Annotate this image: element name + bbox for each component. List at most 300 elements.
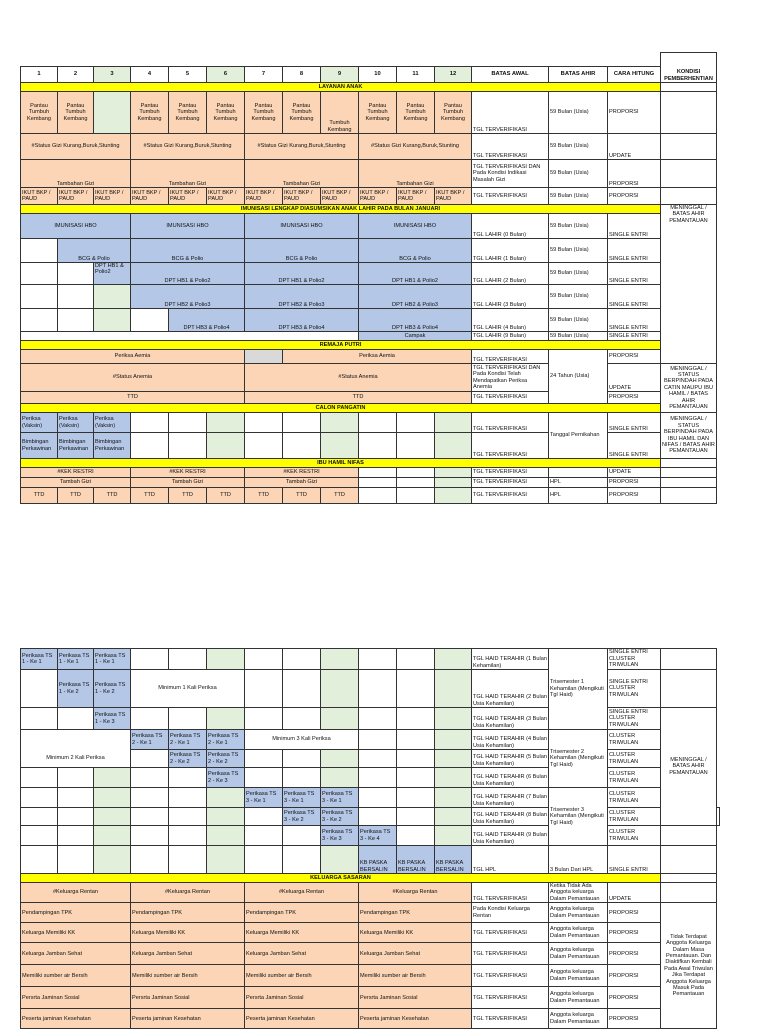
keluarga-rentan-cell: #Keluarga Rentan	[245, 883, 359, 903]
ikut-paud-cell: IKUT BKP / PAUD	[397, 188, 435, 205]
batas-awal-cell: TGL TERVERIFIKASI	[472, 883, 549, 903]
batas-ahir-cell: 59 Bulan (Usia)	[549, 134, 608, 160]
empty-cell	[58, 309, 94, 332]
periksa-anemia-cell: Periksa Aemia	[21, 350, 245, 364]
empty-cell	[435, 708, 472, 730]
ikut-paud-cell: IKUT BKP / PAUD	[169, 188, 207, 205]
empty-cell	[321, 708, 359, 730]
empty-cell	[21, 239, 58, 263]
empty-cell	[359, 413, 397, 433]
empty-cell	[207, 413, 245, 433]
ts2-ke3-cell: Perikasa TS 2 - Ke 3	[207, 768, 245, 788]
empty-cell	[21, 263, 58, 285]
empty-cell	[245, 708, 283, 730]
pendampingan-tpk-cell: Pendampingan TPK	[21, 903, 131, 923]
empty-cell	[94, 808, 131, 826]
ttd-cell: TTD	[245, 488, 283, 504]
pantau-cell: Pantau Tumbuh Kembang	[207, 92, 245, 134]
tambah-gizi-cell: Tambah Gizi	[245, 478, 359, 488]
batas-awal-cell: TGL TERVERIFIKASI	[472, 987, 549, 1009]
kondisi-cell	[661, 83, 717, 92]
batas-ahir-cell: Trisemester 1 Kehamilan (Mengikuti Tgl Haid)	[549, 649, 608, 730]
kb-paska-cell: KB PASKA BERSALIN	[397, 846, 435, 874]
bimbingan-cell: Bimbingan Perkawinan	[94, 433, 131, 459]
empty-cell	[21, 768, 58, 788]
pantau-cell: Pantau Tumbuh Kembang	[397, 92, 435, 134]
empty-cell	[283, 846, 321, 874]
batas-awal-cell: TGL TERVERIFIKASI DAN Pada Kondisi Telah Mendapatkan Periksa Anemia	[472, 364, 549, 392]
empty-cell	[321, 768, 359, 788]
jamban-sehat-cell: Keluarga Jamban Sehat	[21, 943, 131, 965]
bcg-polio-cell: BCG & Polio	[245, 239, 359, 263]
header-batas-ahir: BATAS AHIR	[549, 67, 608, 83]
batas-awal-cell: TGL HAID TERAHIR (8 Bulan Usia Kehamilan)	[472, 808, 549, 826]
empty-cell	[397, 750, 435, 768]
empty-cell	[207, 788, 245, 808]
batas-awal-cell: TGL HAID TERAHIR (1 Bulan Kehamilan)	[472, 649, 549, 670]
empty-cell	[131, 846, 169, 874]
empty-cell	[321, 433, 359, 459]
empty-cell	[359, 750, 397, 768]
empty-cell	[245, 808, 283, 826]
pantau-cell: Pantau Tumbuh Kembang	[131, 92, 169, 134]
ikut-paud-cell: IKUT BKP / PAUD	[245, 188, 283, 205]
empty-cell	[131, 309, 169, 332]
empty-cell	[283, 826, 321, 846]
jaminan-kesehatan-cell: Peserta jaminan Kesehatan	[359, 1009, 472, 1029]
kondisi-cell	[661, 160, 717, 188]
ikut-paud-cell: IKUT BKP / PAUD	[21, 188, 58, 205]
ttd-cell: TTD	[58, 488, 94, 504]
empty-cell	[58, 808, 94, 826]
section-remaja-putri: REMAJA PUTRI	[21, 341, 661, 350]
col-header-6: 6	[207, 67, 245, 83]
empty-cell	[207, 433, 245, 459]
cara-hitung-cell: PROPORSI	[608, 392, 661, 404]
empty-cell	[359, 488, 397, 504]
empty-cell	[245, 649, 283, 670]
empty-cell	[245, 350, 283, 364]
batas-ahir-cell: Anggota keluarga Dalam Pemantauan	[549, 965, 608, 987]
empty-cell	[245, 750, 283, 768]
dpt-hb2-cell: DPT HB2 & Polio3	[131, 285, 245, 309]
imunisasi-hbo-cell: IMUNISASI HBO	[21, 214, 131, 239]
ikut-paud-cell: IKUT BKP / PAUD	[94, 188, 131, 205]
empty-cell	[359, 433, 397, 459]
col-header-12: 12	[435, 67, 472, 83]
batas-ahir-cell: HPL	[549, 488, 608, 504]
empty-cell	[397, 433, 435, 459]
dpt-hb1-cell: DPT HB1 & Polio2	[94, 263, 131, 285]
empty-cell	[245, 826, 283, 846]
empty-cell	[397, 788, 435, 808]
cara-hitung-cell: SINGLE ENTRI	[608, 239, 661, 263]
kondisi-cell	[661, 846, 717, 874]
empty-cell	[207, 826, 245, 846]
empty-cell	[397, 768, 435, 788]
empty-cell	[397, 413, 435, 433]
dpt-hb1-cell: DPT HB1 & Polio2	[131, 263, 245, 285]
batas-ahir-cell	[549, 468, 608, 478]
empty-cell	[207, 649, 245, 670]
batas-ahir-cell: Trisemester 3 Kehamilan (Mengikuti Tgl Haid)	[549, 788, 608, 846]
kondisi-cell	[661, 670, 717, 708]
empty-cell	[321, 750, 359, 768]
cara-hitung-cell: PROPORSI	[608, 478, 661, 488]
kondisi-cell	[661, 883, 717, 903]
batas-ahir-cell: Anggota keluarga Dalam Pemantauan	[549, 903, 608, 923]
batas-awal-cell: TGL LAHIR (4 Bulan)	[472, 309, 549, 332]
col-header-5: 5	[169, 67, 207, 83]
ts3-ke2-cell: Perikasa TS 3 - Ke 2	[321, 808, 359, 826]
dpt-hb2-cell: DPT HB2 & Polio3	[359, 285, 472, 309]
status-gizi-cell: #Status Gizi Kurang,Buruk,Stunting	[245, 134, 359, 160]
empty-cell	[131, 649, 169, 670]
col-header-2: 2	[58, 67, 94, 83]
empty-cell	[131, 788, 169, 808]
empty-cell	[245, 413, 283, 433]
kondisi-cell	[661, 478, 717, 488]
empty-cell	[397, 826, 435, 846]
empty-cell	[283, 750, 321, 768]
empty-cell	[169, 649, 207, 670]
batas-ahir-cell: 59 Bulan (Usia)	[549, 309, 608, 332]
cara-hitung-cell: SINGLE ENTRI	[608, 846, 661, 874]
cara-hitung-cell: PROPORSI	[608, 1009, 661, 1029]
pendampingan-tpk-cell: Pendampingan TPK	[131, 903, 245, 923]
empty-cell	[283, 670, 321, 708]
empty-cell	[397, 488, 435, 504]
pendampingan-tpk-cell: Pendampingan TPK	[245, 903, 359, 923]
empty-cell	[58, 263, 94, 285]
empty-cell	[58, 788, 94, 808]
empty-cell	[94, 285, 131, 309]
empty-cell	[435, 808, 472, 826]
empty-cell	[207, 846, 245, 874]
empty-cell	[245, 433, 283, 459]
batas-awal-cell: TGL TERVERIFIKASI DAN Pada Kondisi Indikasi Masalah Gizi	[472, 160, 549, 188]
kondisi-cell	[661, 134, 717, 160]
empty-cell	[58, 708, 94, 730]
batas-awal-cell: TGL TERVERIFIKASI	[472, 392, 549, 404]
empty-cell	[435, 768, 472, 788]
batas-ahir-cell: 24 Tahun (Usia)	[549, 350, 608, 404]
batas-awal-cell: TGL TERVERIFIKASI	[472, 1009, 549, 1029]
batas-awal-cell: Pada Kondisi Keluarga Rentan	[472, 903, 549, 923]
empty-cell	[131, 826, 169, 846]
empty-cell	[169, 768, 207, 788]
batas-awal-cell: TGL TERVERIFIKASI	[472, 488, 549, 504]
empty-cell	[94, 826, 131, 846]
col-header-1: 1	[21, 67, 58, 83]
tambah-gizi-cell: Tambah Gizi	[21, 478, 131, 488]
empty-cell	[169, 846, 207, 874]
empty-cell	[435, 670, 472, 708]
col-header-11: 11	[397, 67, 435, 83]
kondisi-cell	[661, 459, 717, 468]
ts1-ke2-cell: Perikasa TS 1 - Ke 2	[58, 670, 94, 708]
pantau-cell: Pantau Tumbuh Kembang	[58, 92, 94, 134]
empty-cell	[131, 808, 169, 826]
empty-cell	[397, 730, 435, 750]
ts1-ke3-cell: Perikasa TS 1 - Ke 3	[94, 708, 131, 730]
tambahan-gizi-cell: Tambahan Gizi	[245, 160, 359, 188]
empty-cell	[321, 846, 359, 874]
jamban-sehat-cell: Keluarga Jamban Sehat	[359, 943, 472, 965]
empty-cell	[283, 708, 321, 730]
empty-cell	[435, 788, 472, 808]
kb-paska-cell: KB PASKA BERSALIN	[359, 846, 397, 874]
ttd-cell: TTD	[245, 392, 472, 404]
empty-cell	[21, 846, 58, 874]
empty-cell	[131, 708, 169, 730]
empty-cell	[397, 808, 435, 826]
empty-cell	[21, 670, 58, 708]
ikut-paud-cell: IKUT BKP / PAUD	[207, 188, 245, 205]
ts1-ke1-cell: Perikasa TS 1 - Ke 1	[94, 649, 131, 670]
ts2-ke1-cell: Perikasa TS 2 - Ke 1	[207, 730, 245, 750]
keluarga-rentan-cell: #Keluarga Rentan	[359, 883, 472, 903]
ts2-ke1-cell: Perikasa TS 2 - Ke 1	[169, 730, 207, 750]
empty-cell	[245, 846, 283, 874]
jamban-sehat-cell: Keluarga Jamban Sehat	[245, 943, 359, 965]
ts3-ke1-cell: Perikasa TS 3 - Ke 1	[245, 788, 283, 808]
ts3-ke2-cell: Perikasa TS 3 - Ke 2	[283, 808, 321, 826]
ts1-ke2-cell: Perikasa TS 1 - Ke 2	[94, 670, 131, 708]
empty-cell	[207, 808, 245, 826]
batas-ahir-cell: HPL	[549, 478, 608, 488]
cara-hitung-cell: CLUSTER TRIWULAN	[608, 788, 661, 808]
kek-restri-cell: #KEK RESTRI	[21, 468, 131, 478]
air-bersih-cell: Memiliki sumber air Bersih	[359, 965, 472, 987]
empty-cell	[169, 433, 207, 459]
ikut-paud-cell: IKUT BKP / PAUD	[359, 188, 397, 205]
kondisi-cell	[661, 188, 717, 205]
empty-cell	[169, 413, 207, 433]
empty-cell	[21, 309, 58, 332]
batas-ahir-cell: 59 Bulan (Usia)	[549, 160, 608, 188]
batas-ahir-cell: 59 Bulan (Usia)	[549, 92, 608, 134]
status-anemia-cell: #Status Anemia	[245, 364, 472, 392]
ts3-ke1-cell: Perikasa TS 3 - Ke 1	[283, 788, 321, 808]
batas-ahir-cell: Anggota keluarga Dalam Pemantauan	[549, 1009, 608, 1029]
ttd-cell: TTD	[131, 488, 169, 504]
ttd-cell: TTD	[169, 488, 207, 504]
empty-cell	[169, 708, 207, 730]
section-layanan-anak: LAYANAN ANAK	[21, 83, 661, 92]
cara-hitung-cell: SINGLE ENTRI CLUSTER TRIWULAN	[608, 649, 661, 670]
empty-cell	[359, 708, 397, 730]
cara-hitung-cell: UPDATE	[608, 134, 661, 160]
tambah-gizi-cell: Tambah Gizi	[131, 478, 245, 488]
empty-cell	[435, 433, 472, 459]
bcg-polio-cell: BCG & Polio	[131, 239, 245, 263]
empty-cell	[94, 92, 131, 134]
batas-awal-cell: TGL TERVERIFIKASI	[472, 478, 549, 488]
status-gizi-cell: #Status Gizi Kurang,Buruk,Stunting	[131, 134, 245, 160]
ttd-cell: TTD	[21, 392, 245, 404]
kondisi-cell	[661, 92, 717, 134]
periksa-anemia-cell: Periksa Aemia	[283, 350, 472, 364]
batas-awal-cell: TGL LAHIR (0 Bulan)	[472, 214, 549, 239]
tambahan-gizi-cell: Tambahan Gizi	[131, 160, 245, 188]
jaminan-sosial-cell: Persrta Jaminan Sosial	[245, 987, 359, 1009]
empty-cell	[94, 309, 131, 332]
col-header-4: 4	[131, 67, 169, 83]
keluarga-kk-cell: Keluarga Memiliki KK	[245, 923, 359, 943]
cara-hitung-cell: PROPORSI	[608, 488, 661, 504]
kondisi-cell	[661, 874, 717, 883]
empty-cell	[21, 285, 58, 309]
cara-hitung-cell: UPDATE	[608, 883, 661, 903]
ikut-paud-cell: IKUT BKP / PAUD	[58, 188, 94, 205]
cara-hitung-cell: SINGLE ENTRI	[608, 263, 661, 285]
empty-cell	[435, 468, 472, 478]
status-gizi-cell: #Status Gizi Kurang,Buruk,Stunting	[21, 134, 131, 160]
bcg-polio-cell: BCG & Polio	[58, 239, 131, 263]
batas-awal-cell: TGL TERVERIFIKASI	[472, 413, 549, 433]
min3-cell: Minimum 3 Kali Periksa	[245, 730, 359, 750]
imunisasi-hbo-cell: IMUNISASI HBO	[131, 214, 245, 239]
cara-hitung-cell: CLUSTER TRIWULAN	[608, 768, 661, 788]
empty-cell	[435, 649, 472, 670]
ikut-paud-cell: IKUT BKP / PAUD	[321, 188, 359, 205]
empty-cell	[359, 478, 397, 488]
cara-hitung-cell: UPDATE	[608, 364, 661, 392]
periksa-vaksin-cell: Periksa (Vaksin)	[21, 413, 58, 433]
batas-awal-cell: TGL TERVERIFIKASI	[472, 943, 549, 965]
empty-cell	[207, 708, 245, 730]
batas-awal-cell: TGL HAID TERAHIR (2 Bulan Usia Kehamilan)	[472, 670, 549, 708]
empty-cell	[131, 750, 169, 768]
empty-cell	[283, 413, 321, 433]
jaminan-sosial-cell: Persrta Jaminan Sosial	[21, 987, 131, 1009]
cara-hitung-cell: CLUSTER TRIWULAN	[608, 730, 661, 750]
empty-cell	[169, 808, 207, 826]
cara-hitung-cell: PROPORSI	[608, 903, 661, 923]
empty-cell	[359, 649, 397, 670]
ts2-ke2-cell: Perikasa TS 2 - Ke 2	[169, 750, 207, 768]
kek-restri-cell: #KEK RESTRI	[131, 468, 245, 478]
empty-cell	[58, 285, 94, 309]
empty-cell	[359, 730, 397, 750]
batas-awal-cell: TGL LAHIR (1 Bulan)	[472, 239, 549, 263]
header-batas-awal: BATAS AWAL	[472, 67, 549, 83]
dpt-hb1-cell: DPT HB1 & Polio2	[359, 263, 472, 285]
batas-awal-cell: TGL HAID TERAHIR (4 Bulan Usia Kehamilan)	[472, 730, 549, 750]
cara-hitung-cell: SINGLE ENTRI	[608, 309, 661, 332]
min1-cell: Minimum 1 Kali Periksa	[131, 670, 245, 708]
cara-hitung-cell: SINGLE ENTRI	[608, 285, 661, 309]
air-bersih-cell: Memiliki sumber air Bersih	[245, 965, 359, 987]
empty-cell	[435, 413, 472, 433]
col-header-3: 3	[94, 67, 131, 83]
imunisasi-hbo-cell: IMUNISASI HBO	[245, 214, 359, 239]
pantau-cell: Pantau Tumbuh Kembang	[21, 92, 58, 134]
batas-awal-cell: TGL TERVERIFIKASI	[472, 188, 549, 205]
empty-cell	[131, 433, 169, 459]
kb-paska-cell: KB PASKA BERSALIN	[435, 846, 472, 874]
dpt-hb3-cell: DPT HB3 & Polio4	[169, 309, 245, 332]
keluarga-kk-cell: Keluarga Memiliki KK	[359, 923, 472, 943]
ts3-ke1-cell: Perikasa TS 3 - Ke 1	[321, 788, 359, 808]
batas-ahir-cell: Anggota keluarga Dalam Pemantauan	[549, 987, 608, 1009]
ttd-cell: TTD	[321, 488, 359, 504]
kondisi-cell	[661, 649, 717, 670]
col-header-7: 7	[245, 67, 283, 83]
periksa-vaksin-cell: Periksa (Vaksin)	[94, 413, 131, 433]
cara-hitung-cell: SINGLE ENTRI	[608, 214, 661, 239]
pantau-cell: Pantau Tumbuh Kembang	[359, 92, 397, 134]
dpt-hb3-cell: DPT HB3 & Polio4	[245, 309, 359, 332]
batas-awal-cell: TGL HAID TERAHIR (3 Bulan Usia Kehamilan)	[472, 708, 549, 730]
empty-cell	[21, 708, 58, 730]
dpt-hb2-cell: DPT HB2 & Polio3	[245, 285, 359, 309]
kek-restri-cell: #KEK RESTRI	[245, 468, 359, 478]
dpt-hb3-cell: DPT HB3 & Polio4	[359, 309, 472, 332]
empty-cell	[245, 768, 283, 788]
keluarga-rentan-cell: #Keluarga Rentan	[21, 883, 131, 903]
section-ibu-hamil: IBU HAMIL NIFAS	[21, 459, 661, 468]
empty-cell	[397, 468, 435, 478]
batas-ahir-cell: 59 Bulan (Usia)	[549, 285, 608, 309]
batas-awal-cell: TGL TERVERIFIKASI	[472, 923, 549, 943]
batas-ahir-cell: Tanggal Pernikahan	[549, 413, 608, 459]
bimbingan-cell: Bimbingan Perkawinan	[58, 433, 94, 459]
tambahan-gizi-cell: Tambahan Gizi	[21, 160, 131, 188]
jaminan-sosial-cell: Persrta Jaminan Sosial	[359, 987, 472, 1009]
empty-cell	[131, 413, 169, 433]
section-calon-pangantin: CALON PANGATIN	[21, 404, 661, 413]
tumbuh-cell: Tumbuh Kembang	[321, 92, 359, 134]
cara-hitung-cell: PROPORSI	[608, 92, 661, 134]
cara-hitung-cell: UPDATE	[608, 468, 661, 478]
empty-cell	[321, 413, 359, 433]
batas-awal-cell: TGL HPL	[472, 846, 549, 874]
kondisi-catin: MENINGGAL / STATUS BERPINDAH PADA IBU HAMIL DAN NIFAS / BATAS AHIR PEMANTAUAN	[661, 413, 717, 459]
empty-cell	[397, 670, 435, 708]
tambahan-gizi-cell: Tambahan Gizi	[359, 160, 472, 188]
ttd-cell: TTD	[94, 488, 131, 504]
bimbingan-cell: Bimbingan Perkawinan	[21, 433, 58, 459]
jaminan-kesehatan-cell: Peserta jaminan Kesehatan	[131, 1009, 245, 1029]
empty-cell	[283, 768, 321, 788]
kondisi-ibu: MENINGGAL / BATAS AHIR PEMANTAUAN	[661, 708, 717, 826]
cara-hitung-cell: PROPORSI	[608, 923, 661, 943]
empty-cell	[435, 826, 472, 846]
batas-ahir-cell: 59 Bulan (Usia)	[549, 263, 608, 285]
empty-cell	[58, 768, 94, 788]
batas-awal-cell: TGL HAID TERAHIR (7 Bulan Usia Kehamilan)	[472, 788, 549, 808]
empty-cell	[58, 826, 94, 846]
empty-cell	[435, 478, 472, 488]
empty-cell	[21, 826, 58, 846]
kondisi-keluarga: Tidak Terdapat Anggota Keluarga Dalam Masa Pemantauan. Dan Diaktifkan Kembali Pada Awal Triwulan Jika Terdapat Anggota Keluarga Masuk Pada Pemantauan	[661, 903, 717, 1029]
cara-hitung-cell: PROPORSI	[608, 943, 661, 965]
kondisi-cell	[661, 826, 717, 846]
pantau-cell: Pantau Tumbuh Kembang	[245, 92, 283, 134]
cara-hitung-cell: SINGLE ENTRI	[608, 332, 661, 341]
bcg-polio-cell: BCG & Polio	[359, 239, 472, 263]
status-anemia-cell: #Status Anemia	[21, 364, 245, 392]
batas-awal-cell: TGL HAID TERAHIR (5 Bulan Usia Kehamilan)	[472, 750, 549, 768]
batas-ahir-cell: Anggota keluarga Dalam Pemantauan	[549, 923, 608, 943]
batas-awal-cell: TGL TERVERIFIKASI	[472, 965, 549, 987]
ttd-cell: TTD	[21, 488, 58, 504]
empty-cell	[397, 708, 435, 730]
cara-hitung-cell: SINGLE ENTRI	[608, 413, 661, 433]
cara-hitung-cell: PROPORSI	[608, 987, 661, 1009]
